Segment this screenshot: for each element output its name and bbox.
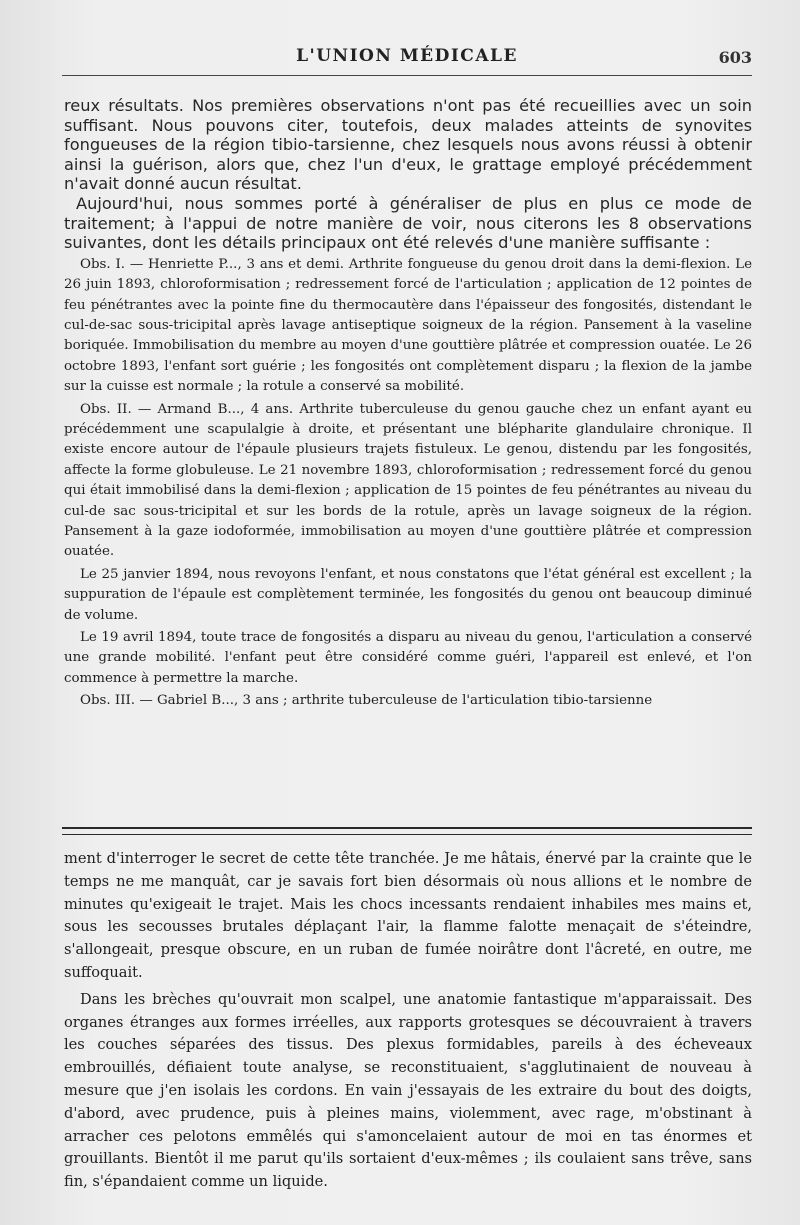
- page-header: [62, 40, 752, 80]
- paragraph-continuation: reux résultats. Nos premières observations n'ont pas été recueillies avec un soin suffisant. Nous pouvons citer, toutefois, deux malades atteints de synovites fongueuses de la région tibio-tarsienne, chez lesquels nous avons réussi à obtenir ainsi la guérison, alors que, chez l'un d'eux, le grattage employé précédemment n'avait donné aucun résultat.: [64, 96, 752, 194]
- feuilleton-divider: [62, 827, 752, 835]
- article-body: [64, 96, 752, 712]
- header-rule: [62, 75, 752, 76]
- feuilleton-paragraph-2: Dans les brèches qu'ouvrait mon scalpel, une anatomie fantastique m'apparaissait. Des organes étranges aux formes irréelles, aux rapports grotesques se découvraient à travers les couches séparées des tissus. Des plexus formidables, pareils à des écheveaux embrouillés, défiaient toute analyse, se reconstituaient, s'agglutinaient de nouveau à mesure que j'en isolais les cordons. En vain j'essayais de les extraire du bout des doigts, d'abord, avec prudence, puis à pleines mains, violemment, avec rage, m'obstinant à arracher ces pelotons emmêlés qui s'amoncelaient autour de moi en tas énormes et grouillants. Bientôt il me parut qu'ils sortaient d'eux-mêmes ; ils coulaient sans trêve, sans fin, s'épandaient comme un liquide.: [64, 990, 752, 1191]
- paragraph-intro: Aujourd'hui, nous sommes porté à généraliser de plus en plus ce mode de traitement; à l'appui de notre manière de voir, nous citerons les 8 observations suivantes, dont les détails principaux ont été relevés d'une manière suffisante :: [64, 193, 752, 253]
- page-number: 603: [718, 48, 752, 67]
- running-title: L'UNION MÉDICALE: [296, 46, 518, 66]
- observation-2: Obs. II. — Armand B..., 4 ans. Arthrite tuberculeuse du genou gauche chez un enfant ayant eu précédemment une scapulalgie à droite, et présentant une blépharite glandulaire chronique. Il existe encore autour de l'épaule plusieurs trajets fistuleux. Le genou, distendu par les fongosités, affecte la forme globuleuse. Le 21 novembre 1893, chloroformisation ; redressement forcé du genou qui était immobilisé dans la demi-flexion ; application de 15 pointes de feu pénétrantes au niveau du cul-de sac sous-tricipital et sur les bords de la rotule, après un lavage soigneux de la région. Pansement à la gaze iodoformée, immobilisation au moyen d'une gouttière plâtrée et compression ouatée.: [64, 401, 752, 560]
- feuilleton-body: [64, 848, 752, 1194]
- observation-2-followup-1: Le 25 janvier 1894, nous revoyons l'enfant, et nous constatons que l'état général est excellent ; la suppuration de l'épaule est complètement terminée, les fongosités du genou ont beaucoup diminué de volume.: [64, 566, 752, 623]
- observation-2-followup-2: Le 19 avril 1894, toute trace de fongosités a disparu au niveau du genou, l'articulation a conservé une grande mobilité. l'enfant peut être considéré comme guéri, l'appareil est enlevé, et l'on commence à permettre la marche.: [64, 630, 752, 686]
- feuilleton-paragraph-1: ment d'interroger le secret de cette tête tranchée. Je me hâtais, énervé par la crainte que le temps ne me manquât, car je savais fort bien désormais où nous allions et le nombre de minutes qu'exigeait le trajet. Mais les chocs incessants rendaient inhabiles mes mains et, sous les secousses brutales déplaçant l'air, la flamme falotte menaçait de s'éteindre, s'allongeait, presque obscure, en un ruban de fumée noirâtre dont l'âcreté, en outre, me suffoquait.: [64, 850, 752, 981]
- observation-3: Obs. III. — Gabriel B..., 3 ans ; arthrite tuberculeuse de l'articulation tibio-tarsienne: [80, 693, 653, 709]
- observation-1: Obs. I. — Henriette P..., 3 ans et demi. Arthrite fongueuse du genou droit dans la demi-flexion. Le 26 juin 1893, chloroformisation ; redressement forcé de l'articulation ; application de 12 pointes de feu pénétrantes avec la pointe fine du thermocautère dans l'épaisseur des fongosités, distendant le cul-de-sac sous-tricipital après lavage antiseptique soigneux de la région. Pansement à la vaseline boriquée. Immobilisation du membre au moyen d'une gouttière plâtrée et compression ouatée. Le 26 octobre 1893, l'enfant sort guérie ; les fongosités ont complètement disparu ; la flexion de la jambe sur la cuisse est normale ; la rotule a conservé sa mobilité.: [64, 256, 752, 395]
